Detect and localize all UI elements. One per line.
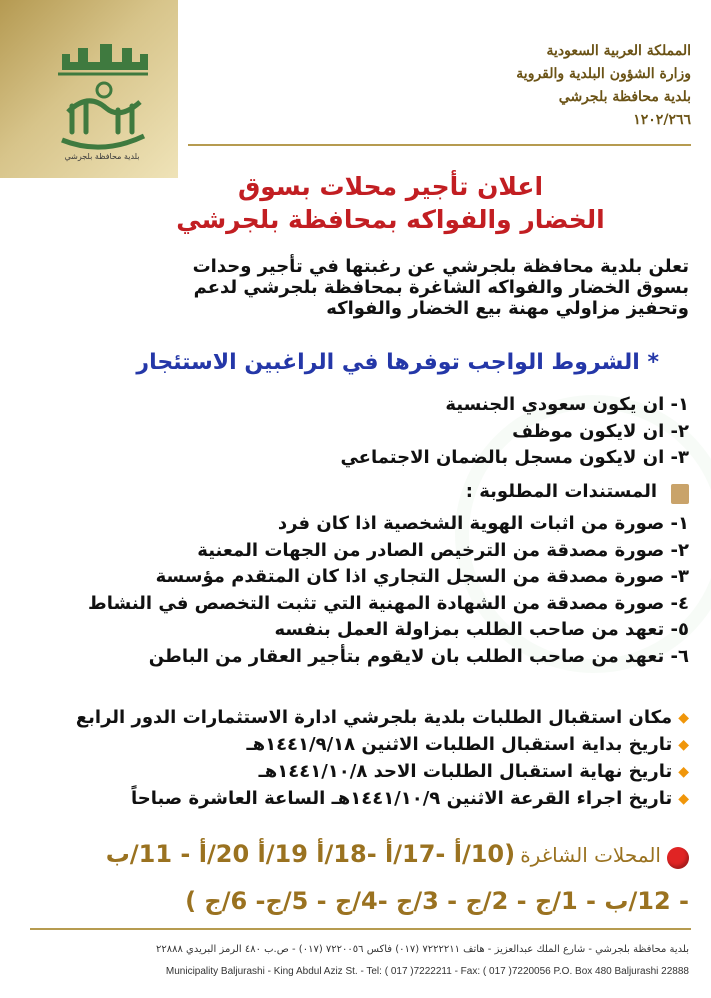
announcement-title xyxy=(100,170,681,236)
title-line-2: الخضار والفواكه بمحافظة بلجرشي xyxy=(176,205,605,234)
clipboard-icon xyxy=(671,484,689,504)
intro-paragraph xyxy=(30,256,689,319)
document-item: ٦- تعهد من صاحب الطلب بان لايقوم بتأجير العقار من الباطن xyxy=(148,645,689,667)
document-item: ٢- صورة مصدقة من الترخيص الصادر من الجهات المعنية xyxy=(197,539,689,561)
document-item: ٣- صورة مصدقة من السجل التجاري اذا كان المتقدم مؤسسة xyxy=(155,566,689,587)
header-divider xyxy=(188,144,691,146)
date-item-text: تاريخ بداية استقبال الطلبات الاثنين ١٤٤١/٩/١٨هـ xyxy=(246,734,673,755)
date-item-text: تاريخ نهاية استقبال الطلبات الاحد ١٤٤١/١٠/٨هـ xyxy=(258,761,673,782)
title-line-1: اعلان تأجير محلات بسوق xyxy=(237,172,544,201)
documents-heading: المستندات المطلوبة : xyxy=(465,481,657,502)
footer-english: Municipality Baljurashi - King Abdul Aziz St. - Tel: ( 017 )7222211 - Fax: ( 017 )7220056 P.O. Box 480 Baljurashi 22888 xyxy=(165,966,689,977)
footer-divider xyxy=(30,928,691,930)
document-item: ٤- صورة مصدقة من الشهادة المهنية التي تثبت التخصص في النشاط xyxy=(88,592,689,614)
requirement-item: ٣- ان لايكون مسجل بالضمان الاجتماعي xyxy=(340,447,689,468)
date-item xyxy=(10,704,689,731)
vacant-shops-line-1 xyxy=(10,840,689,869)
intro-line-1: تعلن بلدية محافظة بلجرشي عن رغبتها في تأجير وحدات xyxy=(192,256,689,277)
municipality-line: بلدية محافظة بلجرشي xyxy=(558,89,691,105)
logo-caption: بلدية محافظة بلجرشي xyxy=(64,152,140,161)
orange-diamond-icon: ◆ xyxy=(678,709,689,726)
red-circle-icon xyxy=(667,847,689,869)
document-item: ١- صورة من اثبات الهوية الشخصية اذا كان فرد xyxy=(277,513,689,534)
reference-number: ١٢٠٢/٢٦٦ xyxy=(633,112,691,128)
documents-list xyxy=(10,511,689,670)
requirement-item: ١- ان يكون سعودي الجنسية xyxy=(445,394,689,415)
footer-arabic: بلدية محافظة بلجرشي - شارع الملك عبدالعزيز - هاتف ٧٢٢٢٢١١ (٠١٧) فاكس ٧٢٢٠٠٥٦ (٠١٧) - ص.ب ٤٨٠ الرمز البريدي ٢٢٨٨٨ xyxy=(156,944,689,955)
date-item xyxy=(10,785,689,812)
intro-line-2: بسوق الخضار والفواكه الشاغرة بمحافظة بلجرشي لدعم xyxy=(193,277,689,298)
requirements-list xyxy=(10,392,689,472)
date-item xyxy=(10,731,689,758)
baljurashi-logo xyxy=(48,40,152,158)
date-item xyxy=(10,758,689,785)
date-item-text: مكان استقبال الطلبات بلدية بلجرشي ادارة الاستثمارات الدور الرابع xyxy=(75,707,673,728)
orange-diamond-icon: ◆ xyxy=(678,763,689,780)
vacant-shops-codes-2: - 12/ب - 1/ج - 2/ج - 3/ج -4/ج - 5/ج- 6/ج ) xyxy=(185,887,689,915)
intro-line-3: وتحفيز مزاولي مهنة بيع الخضار والفواكه xyxy=(326,298,689,319)
date-item-text: تاريخ اجراء القرعة الاثنين ١٤٤١/١٠/٩هـ الساعة العاشرة صباحاً xyxy=(130,788,673,809)
vacant-shops-codes-1: (10/أ -17/أ -18/أ 19/أ 20/أ - 11/ب xyxy=(105,840,516,868)
requirements-heading: * الشروط الواجب توفرها في الراغبين الاستئجار xyxy=(136,350,659,375)
kingdom-line: المملكة العربية السعودية xyxy=(546,43,691,59)
requirement-item: ٢- ان لايكون موظف xyxy=(512,420,689,442)
document-item: ٥- تعهد من صاحب الطلب بمزاولة العمل بنفسه xyxy=(274,619,689,640)
orange-diamond-icon: ◆ xyxy=(678,736,689,753)
ministry-line: وزارة الشؤون البلدية والقروية xyxy=(516,66,691,82)
orange-diamond-icon: ◆ xyxy=(678,790,689,807)
letterhead xyxy=(371,40,691,132)
dates-list xyxy=(10,704,689,812)
vacant-shops-label: المحلات الشاغرة xyxy=(520,843,661,867)
